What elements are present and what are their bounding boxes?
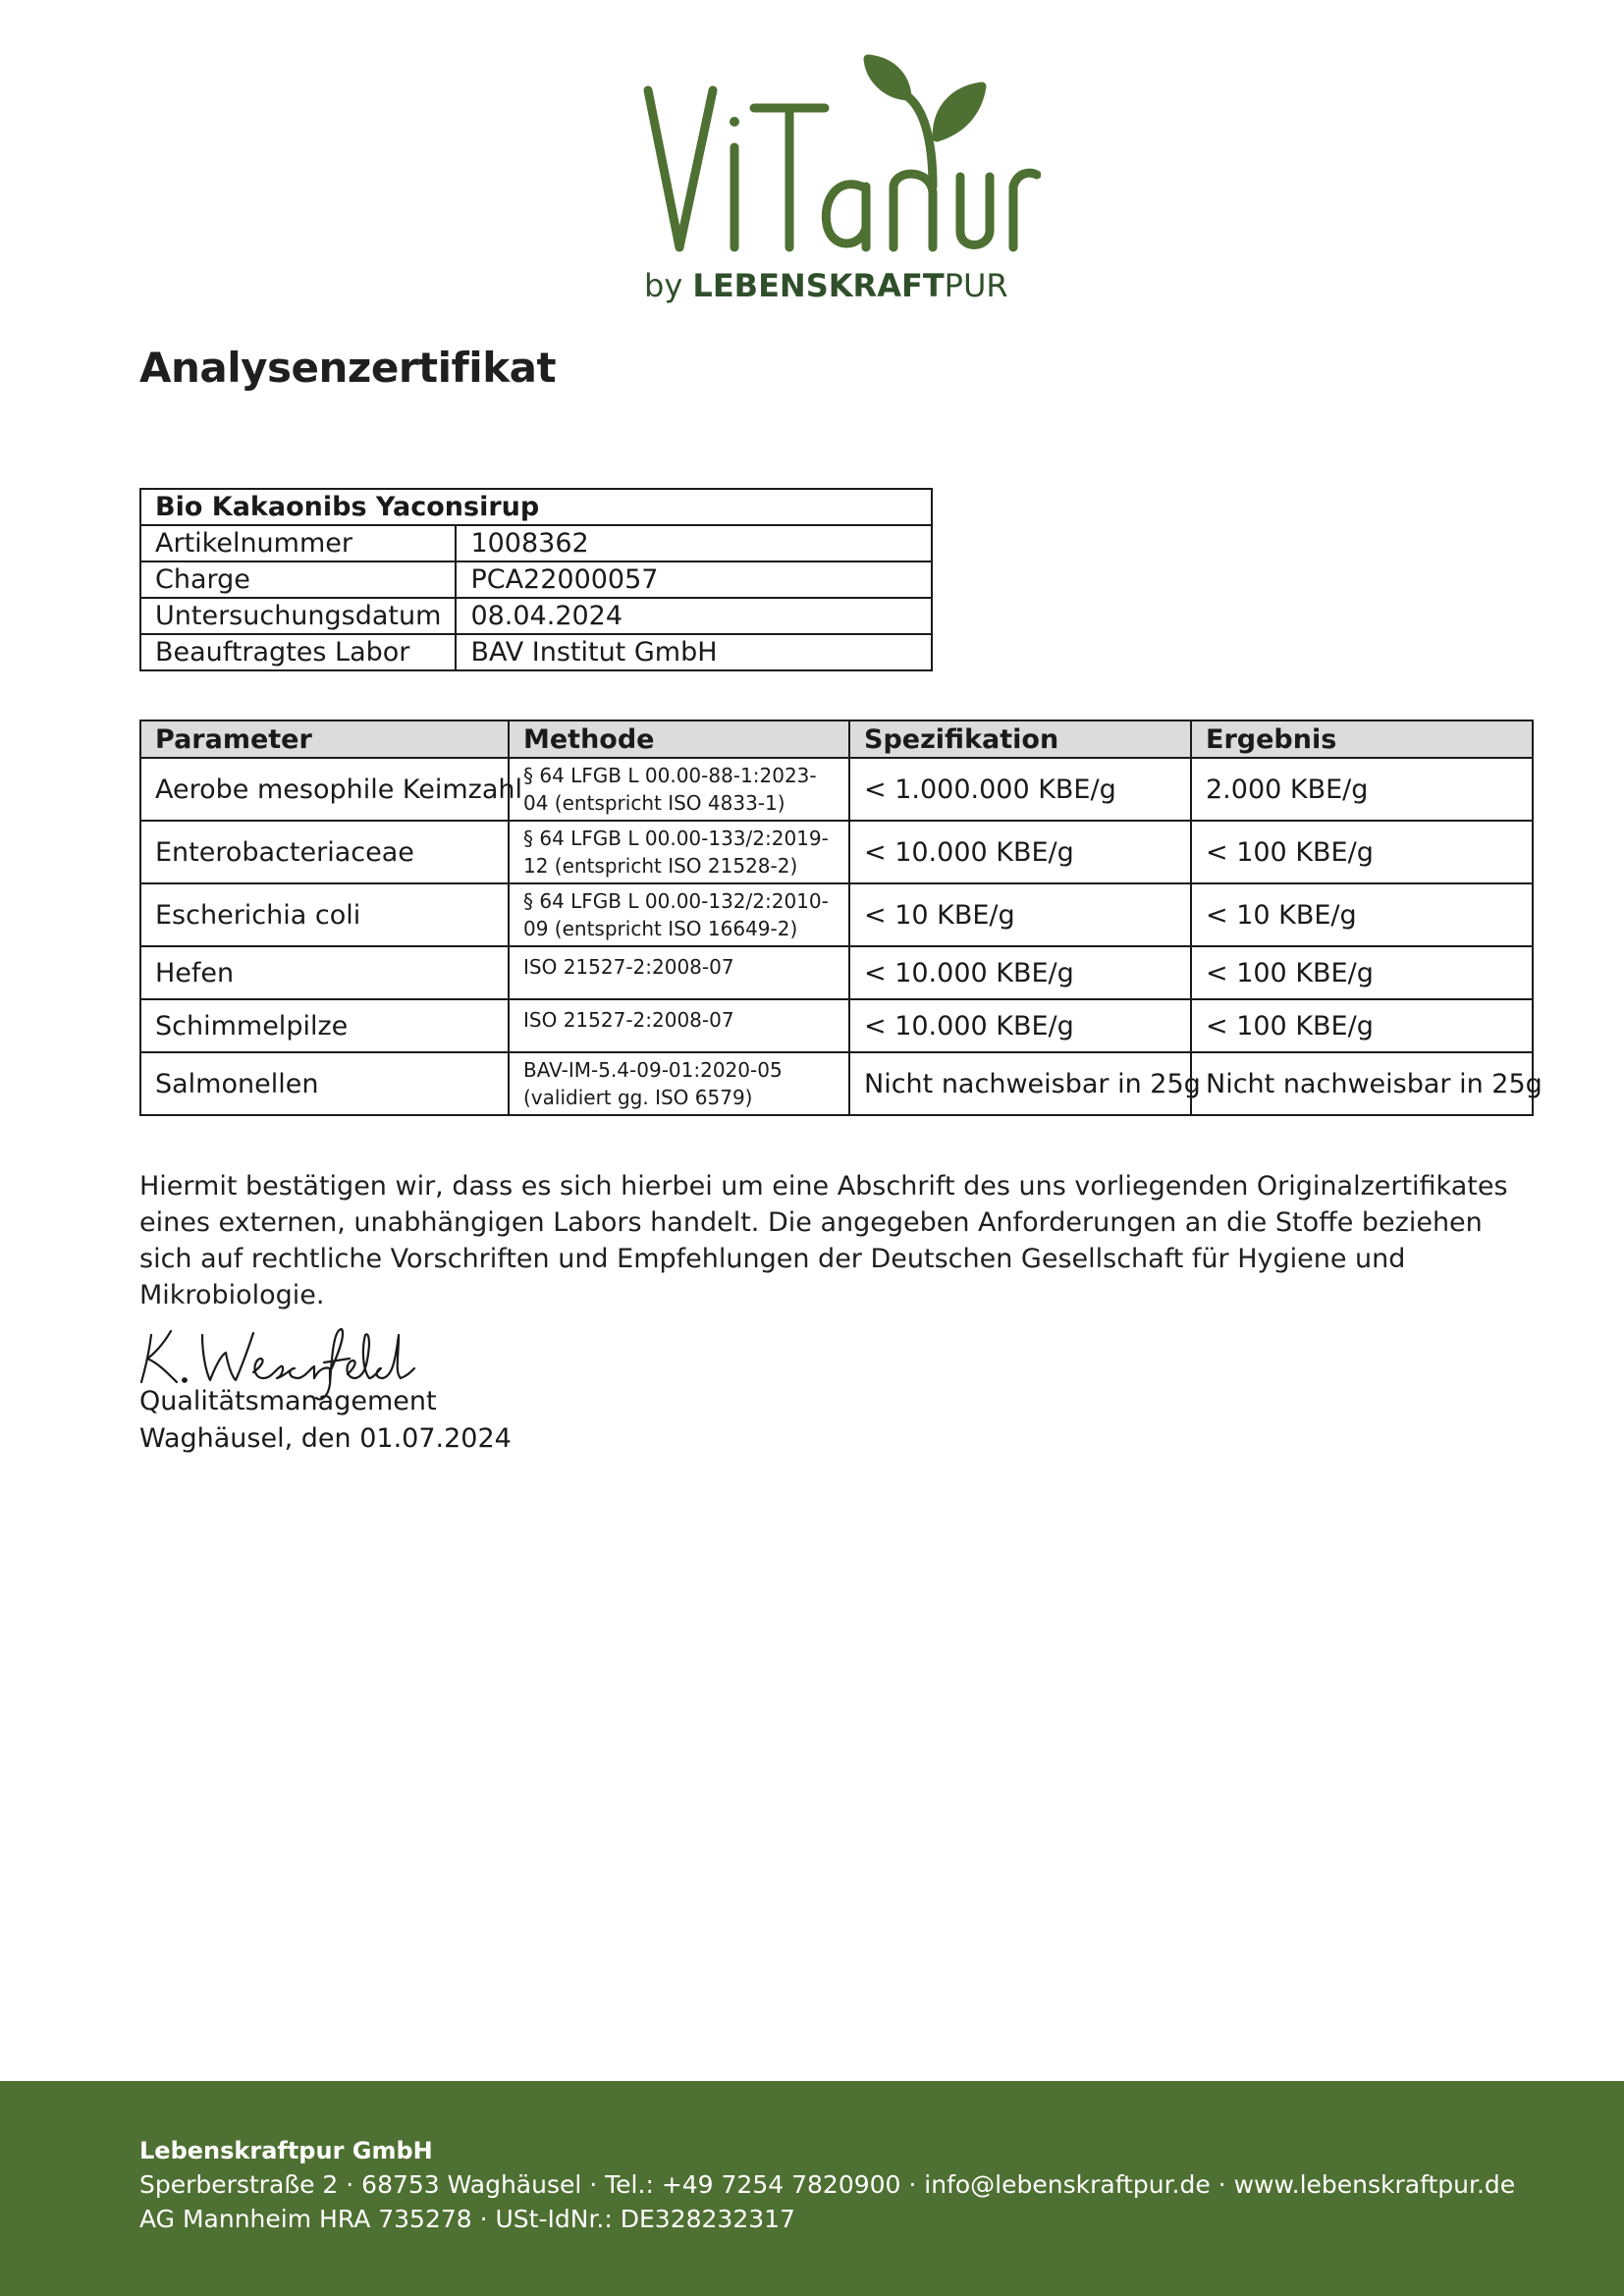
logo-tagline-suffix: PUR: [944, 267, 1008, 304]
parameter-cell: Salmonellen: [140, 1052, 509, 1115]
header-method: Methode: [509, 721, 849, 758]
table-row: [140, 821, 1533, 883]
info-label: Beauftragtes Labor: [140, 634, 456, 670]
product-name-row: [140, 489, 932, 525]
table-row: [140, 946, 1533, 999]
method-line-2: (validiert gg. ISO 6579): [523, 1086, 753, 1109]
brand-logo: [628, 39, 1041, 304]
product-name: Bio Kakaonibs Yaconsirup: [140, 489, 932, 525]
product-info-table: [139, 488, 933, 671]
method-cell: ISO 21527-2:2008-07: [509, 946, 849, 999]
header-result: Ergebnis: [1191, 721, 1533, 758]
header-specification: Spezifikation: [849, 721, 1191, 758]
method-cell: [509, 821, 849, 883]
analysis-header-row: [140, 721, 1533, 758]
info-value: BAV Institut GmbH: [456, 634, 932, 670]
info-row: [140, 634, 932, 670]
confirmation-statement: Hiermit bestätigen wir, dass es sich hierbei um eine Abschrift des uns vorliegenden Originalzertifikates eines externen, unabhängigen Labors handelt. Die angegeben Anforderungen an die Stoffe beziehen sich auf rechtliche Vorschriften und Empfehlungen der Deutschen Gesellschaft für Hygiene und Mikrobiologie.: [139, 1171, 1508, 1310]
specification-cell: < 10 KBE/g: [849, 883, 1191, 946]
analysis-table: [139, 720, 1543, 1116]
result-cell: Nicht nachweisbar in 25g: [1191, 1052, 1533, 1115]
header-parameter: Parameter: [140, 721, 509, 758]
result-cell: < 100 KBE/g: [1191, 999, 1533, 1052]
method-cell: ISO 21527-2:2008-07: [509, 999, 849, 1052]
result-cell: < 100 KBE/g: [1191, 821, 1533, 883]
footer-register: AG Mannheim HRA 735278 · USt-IdNr.: DE328232317: [139, 2205, 795, 2233]
method-cell: [509, 883, 849, 946]
logo-tagline-main: LEBENSKRAFT: [692, 267, 945, 304]
table-row: [140, 1052, 1533, 1115]
info-row: [140, 561, 932, 598]
method-line-2: 09 (entspricht ISO 16649-2): [523, 917, 798, 940]
method-line-2: 04 (entspricht ISO 4833-1): [523, 791, 785, 815]
method-line-1: § 64 LFGB L 00.00-133/2:2019-: [523, 827, 829, 850]
specification-cell: < 10.000 KBE/g: [849, 821, 1191, 883]
method-line-2: 12 (entspricht ISO 21528-2): [523, 854, 798, 878]
info-label: Charge: [140, 561, 456, 598]
specification-cell: < 10.000 KBE/g: [849, 946, 1191, 999]
method-line-1: § 64 LFGB L 00.00-132/2:2010-: [523, 889, 829, 913]
method-line-1: BAV-IM-5.4-09-01:2020-05: [523, 1058, 783, 1082]
result-cell: < 100 KBE/g: [1191, 946, 1533, 999]
info-row: [140, 525, 932, 561]
footer: [0, 2081, 1624, 2296]
method-line-1: § 64 LFGB L 00.00-88-1:2023-: [523, 764, 817, 787]
logo-tagline-prefix: by: [644, 267, 693, 304]
page-title: Analysenzertifikat: [139, 344, 557, 392]
info-value: 08.04.2024: [456, 598, 932, 634]
parameter-cell: Enterobacteriaceae: [140, 821, 509, 883]
footer-address: Sperberstraße 2 · 68753 Waghäusel · Tel.: +49 7254 7820900 · info@lebenskraftpur.de · www.lebenskraftpur.de: [139, 2170, 1516, 2199]
table-row: [140, 883, 1533, 946]
signature-place-date: Waghäusel, den 01.07.2024: [139, 1423, 512, 1454]
info-value: PCA22000057: [456, 561, 932, 598]
info-row: [140, 598, 932, 634]
parameter-cell: Aerobe mesophile Keimzahl: [140, 758, 509, 821]
method-cell: [509, 1052, 849, 1115]
parameter-cell: Hefen: [140, 946, 509, 999]
specification-cell: Nicht nachweisbar in 25g: [849, 1052, 1191, 1115]
info-label: Artikelnummer: [140, 525, 456, 561]
signature-role: Qualitätsmanagement: [139, 1386, 437, 1416]
parameter-cell: Schimmelpilze: [140, 999, 509, 1052]
info-label: Untersuchungsdatum: [140, 598, 456, 634]
table-row: [140, 999, 1533, 1052]
result-cell: < 10 KBE/g: [1191, 883, 1533, 946]
parameter-cell: Escherichia coli: [140, 883, 509, 946]
specification-cell: < 10.000 KBE/g: [849, 999, 1191, 1052]
info-value: 1008362: [456, 525, 932, 561]
specification-cell: < 1.000.000 KBE/g: [849, 758, 1191, 821]
method-cell: [509, 758, 849, 821]
result-cell: 2.000 KBE/g: [1191, 758, 1533, 821]
footer-company: Lebenskraftpur GmbH: [139, 2137, 433, 2164]
svg-text:by LEBENSKRAFTPUR: [644, 267, 1008, 304]
table-row: [140, 758, 1533, 821]
